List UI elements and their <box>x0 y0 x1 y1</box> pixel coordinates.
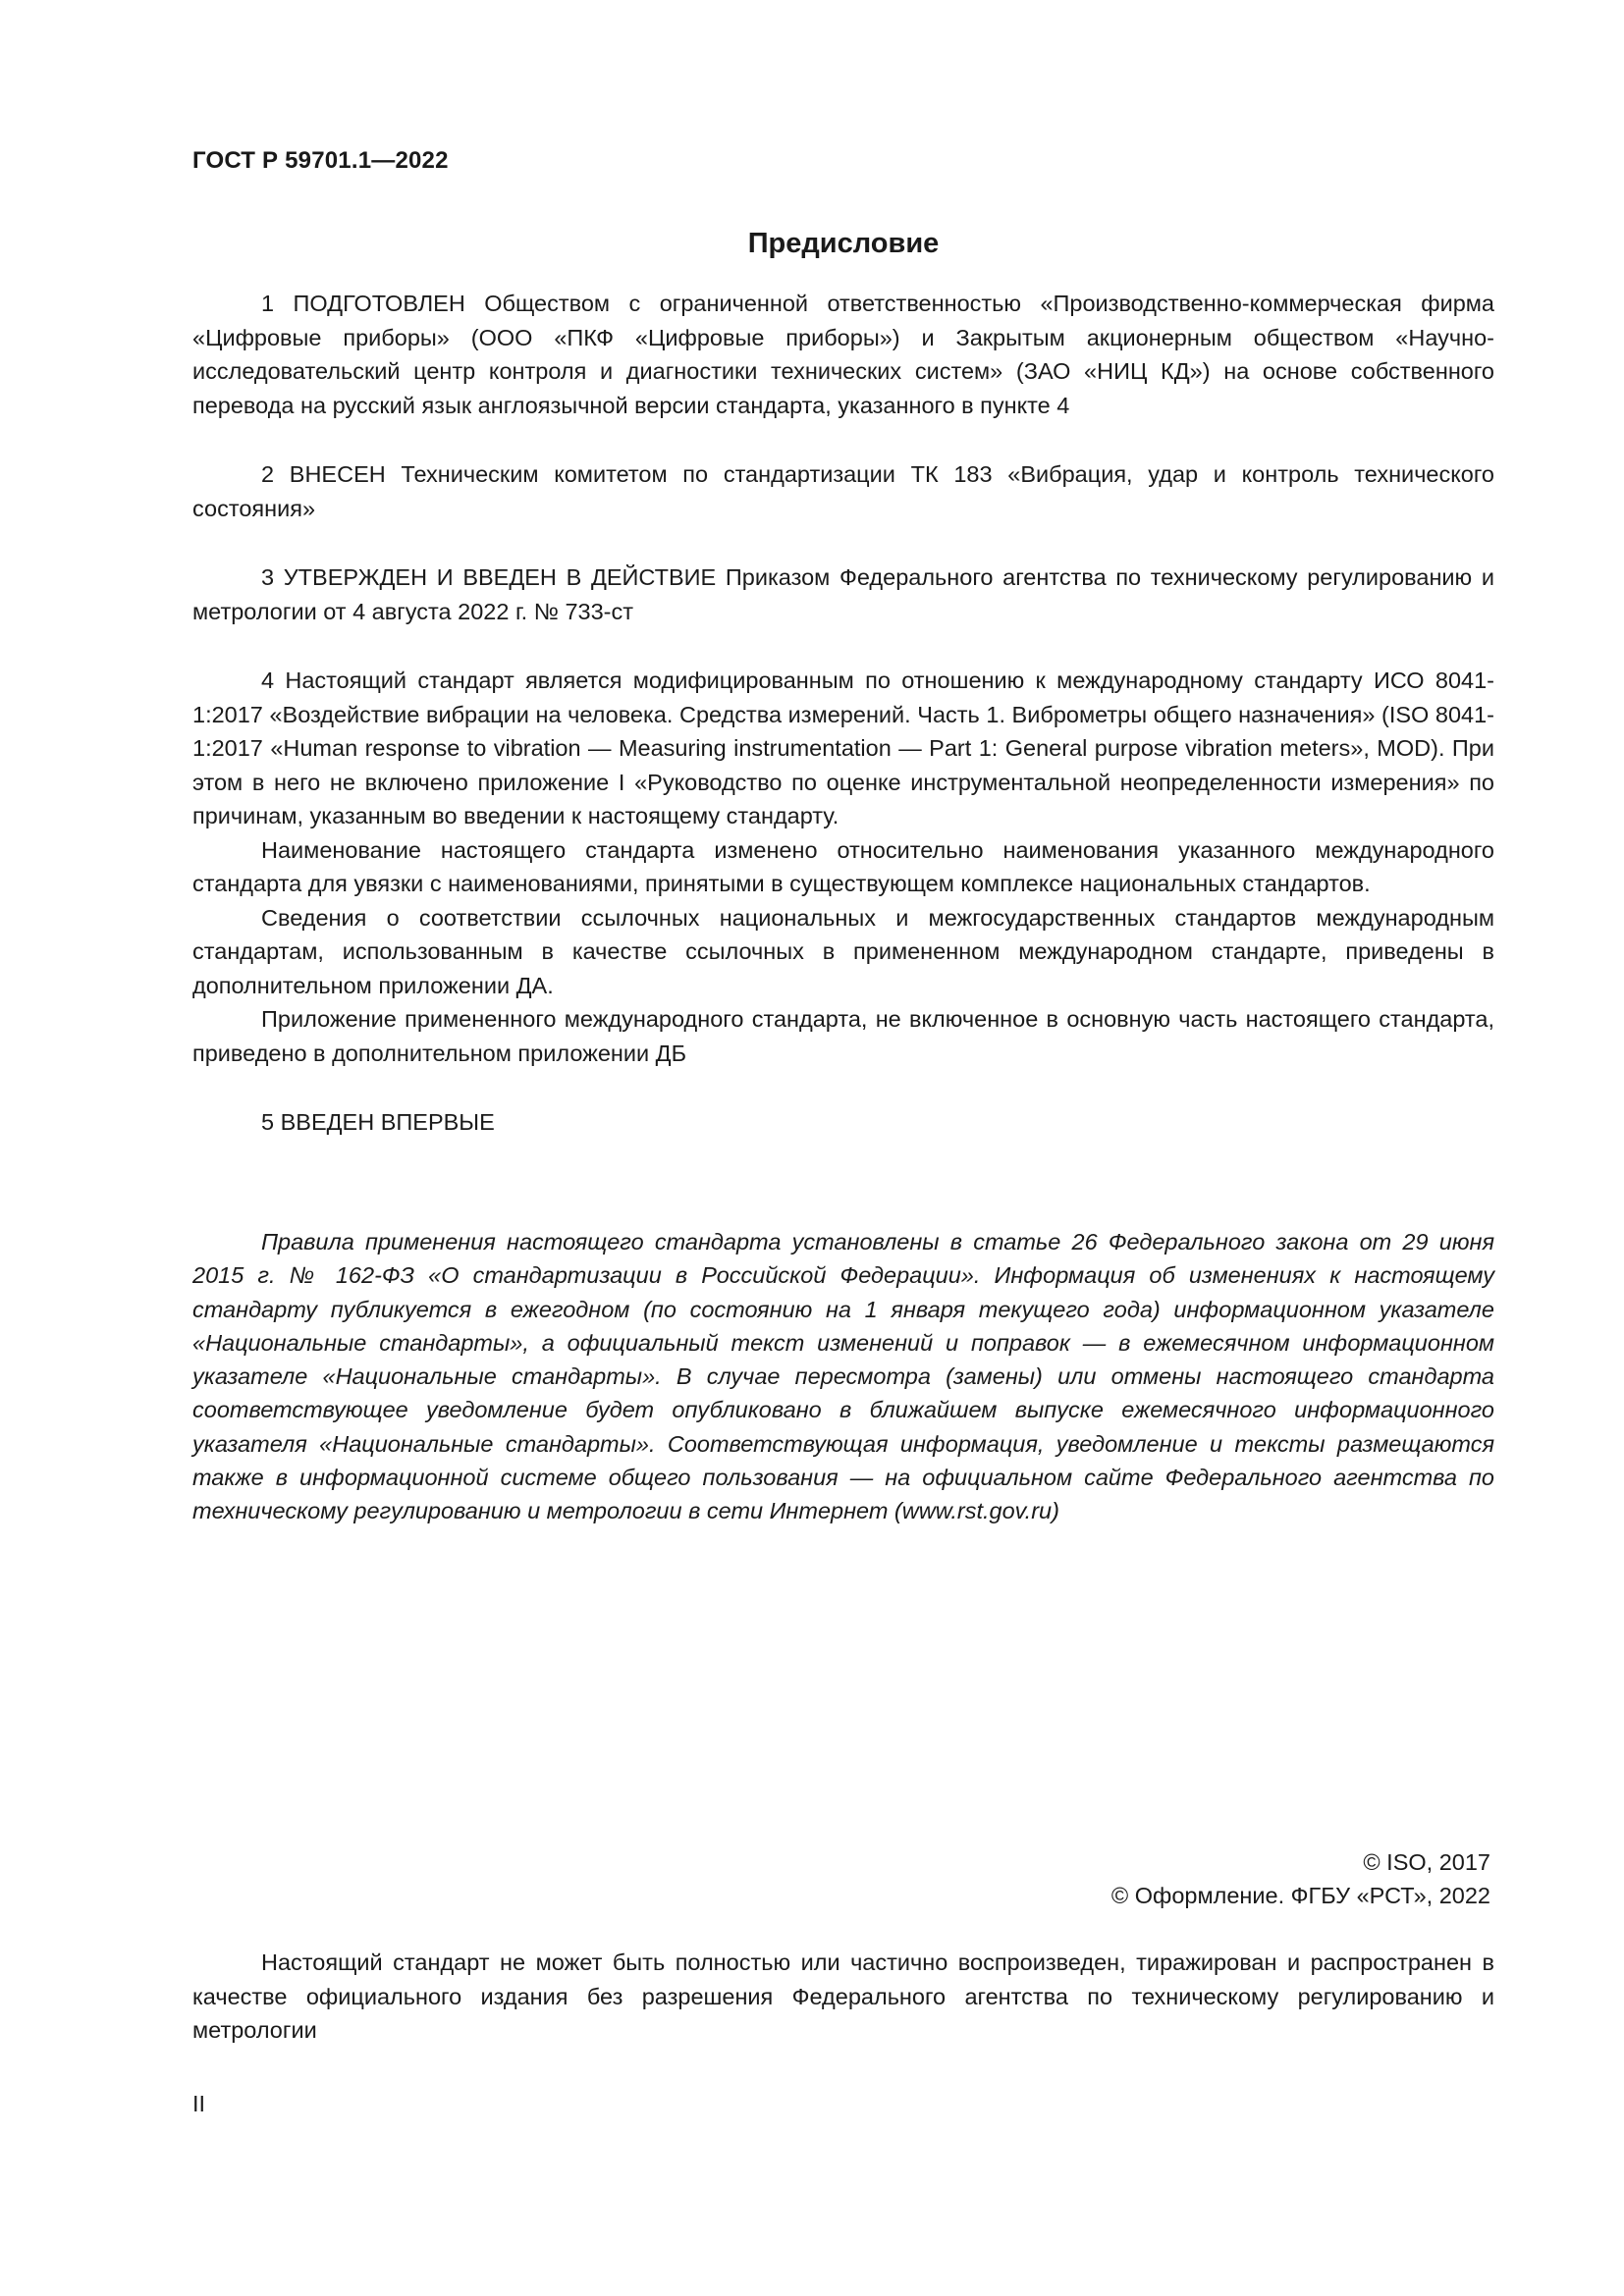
application-rules-note <box>192 1225 1494 1528</box>
foreword-item-4-paragraph-4: Приложение примененного международного стандарта, не включенное в основную часть настоящего стандарта, приведено в дополнительном приложении ДБ <box>192 1006 1494 1066</box>
page-title: Предисловие <box>747 228 940 259</box>
foreword-item-1: 1 ПОДГОТОВЛЕН Обществом с ограниченной ответственностью «Производственно-коммерческая фирма «Цифровые приборы» (ООО «ПКФ «Цифровые приборы») и Закрытым акционерным обществом «Научно-исследовательский центр контроля и диагностики технических систем» (ЗАО «НИЦ КД») на основе собственного перевода на русский язык англоязычной версии стандарта, указанного в пункте 4 <box>192 291 1494 418</box>
copyright-block <box>1111 1845 1490 1912</box>
copyright-rst: © Оформление. ФГБУ «РСТ», 2022 <box>1110 1883 1490 1908</box>
foreword-body <box>192 287 1494 1140</box>
foreword-item-3: 3 УТВЕРЖДЕН И ВВЕДЕН В ДЕЙСТВИЕ Приказом Федерального агентства по техническому регулированию и метрологии от 4 августа 2022 г. № 733-ст <box>192 564 1494 624</box>
application-rules-text: Правила применения настоящего стандарта установлены в статье 26 Федерального закона от 29 июня 2015 г. № 162-ФЗ «О стандартизации в Российской Федерации». Информация об изменениях к настоящему стандарту публикуется в ежегодном (по состоянию на 1 января текущего года) информационном указателе «Национальные стандарты», а официальный текст изменений и поправок — в ежемесячном информационном указателе «Национальные стандарты». В случае пересмотра (замены) или отмены настоящего стандарта соответствующее уведомление будет опубликовано в ближайшем выпуске ежемесячного информационного указателя «Национальные стандарты». Соответствующая информация, уведомление и тексты размещаются также в информационной системе общего пользования — на официальном сайте Федерального агентства по техническому регулированию и метрологии в сети Интернет (www.rst.gov.ru) <box>192 1229 1494 1524</box>
copyright-iso: © ISO, 2017 <box>1363 1849 1490 1875</box>
reproduction-notice <box>192 1946 1494 2048</box>
document-code: ГОСТ Р 59701.1—2022 <box>192 147 449 174</box>
reproduction-notice-text: Настоящий стандарт не может быть полностью или частично воспроизведен, тиражирован и распространен в качестве официального издания без разрешения Федерального агентства по техническому регулированию и метрологии <box>192 1949 1494 2043</box>
page-number: II <box>192 2091 206 2116</box>
foreword-item-5: 5 ВВЕДЕН ВПЕРВЫЕ <box>261 1109 495 1135</box>
foreword-item-4-paragraph-3: Сведения о соответствии ссылочных национальных и межгосударственных стандартов международным стандартам, использованным в качестве ссылочных в примененном международном стандарте, приведены в дополнительном приложении ДА. <box>192 904 1494 998</box>
foreword-item-4: 4 Настоящий стандарт является модифицированным по отношению к международному стандарту ИСО 8041-1:2017 «Воздействие вибрации на человека. Средства измерений. Часть 1. Виброметры общего назначения» (ISO 8041-1:2017 «Human response to vibration — Measuring instrumentation — Part 1: General purpose vibration meters», MOD). При этом в него не включено приложение I «Руководство по оценке инструментальной неопределенности измерения» по причинам, указанным во введении к настоящему стандарту. <box>192 667 1494 828</box>
foreword-item-2: 2 ВНЕСЕН Техническим комитетом по стандартизации ТК 183 «Вибрация, удар и контроль технического состояния» <box>192 461 1494 521</box>
foreword-item-4-paragraph-2: Наименование настоящего стандарта изменено относительно наименования указанного международного стандарта для увязки с наименованиями, принятыми в существующем комплексе национальных стандартов. <box>192 836 1494 896</box>
